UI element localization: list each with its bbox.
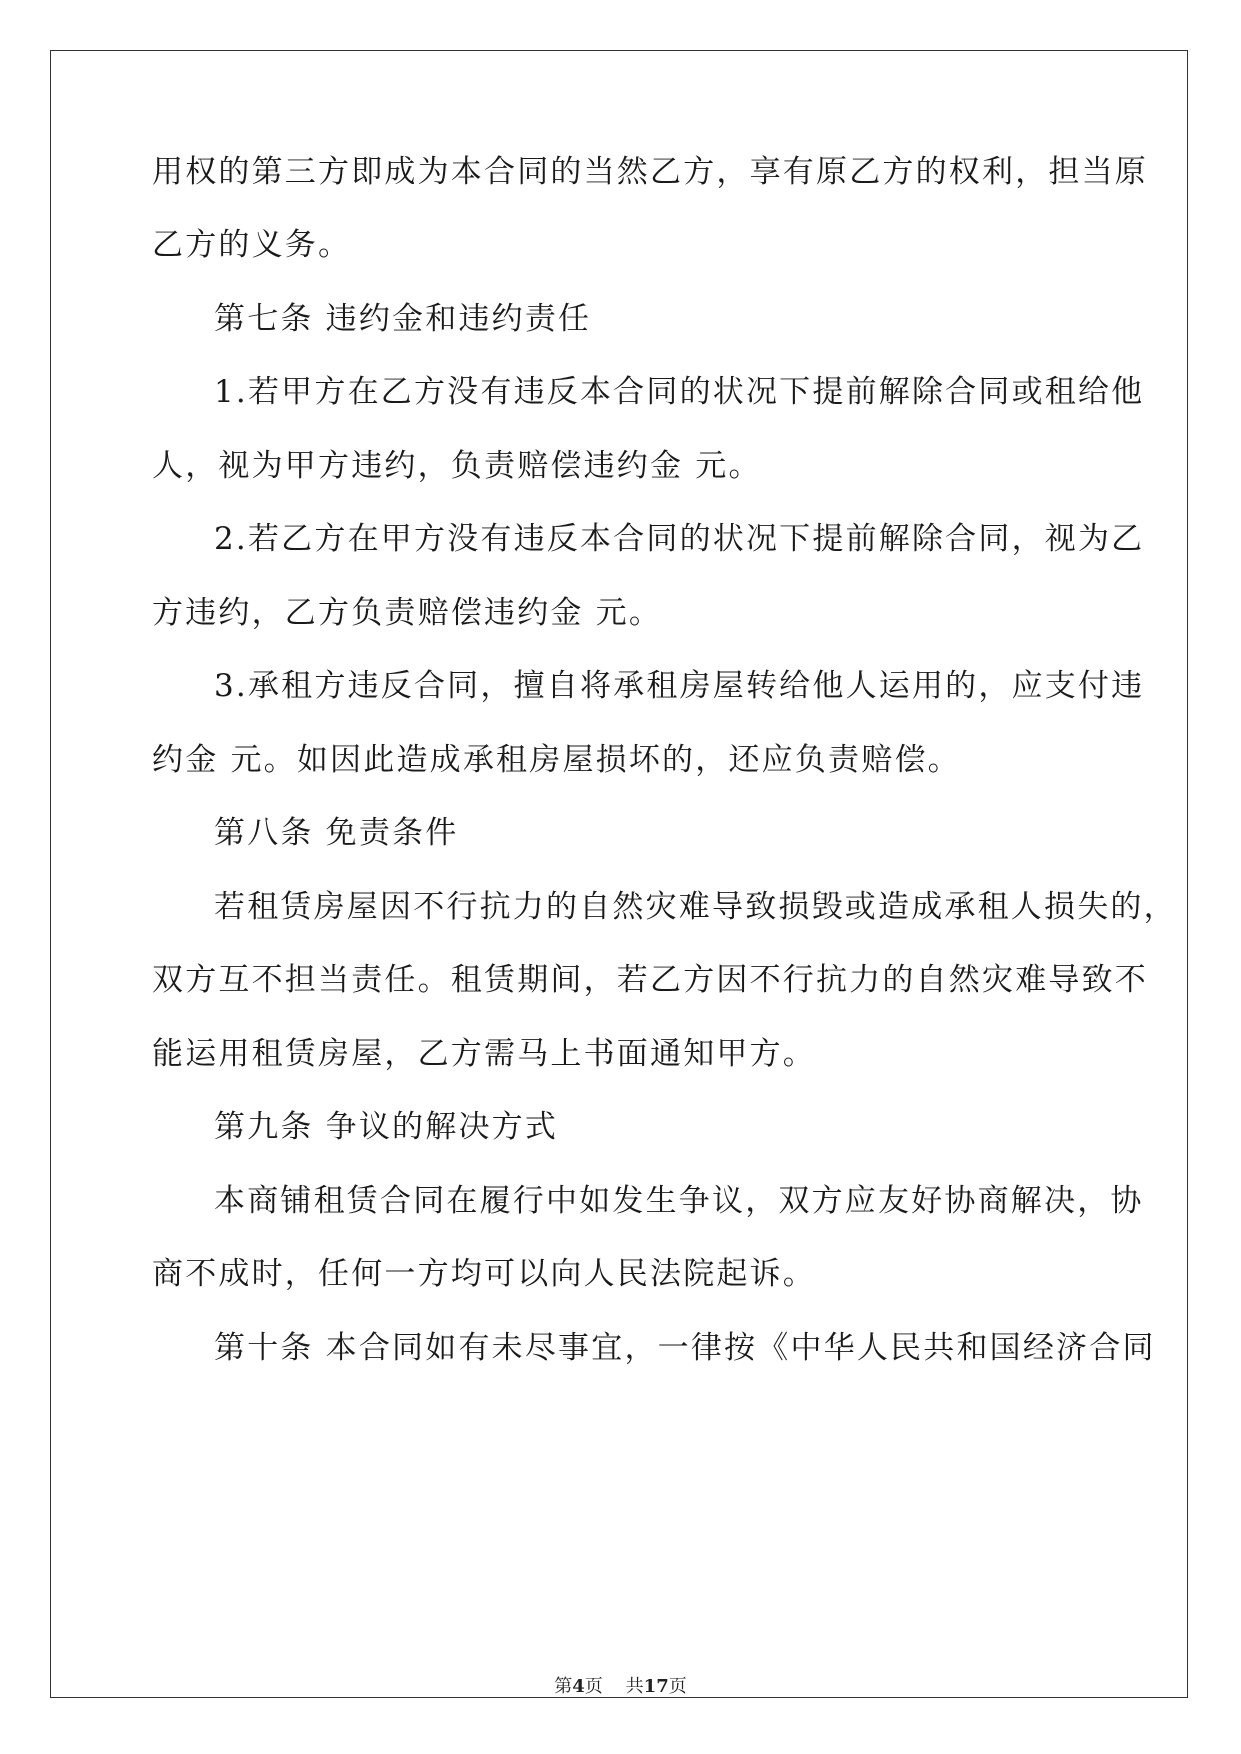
article-8-heading: 第八条 免责条件 — [214, 815, 459, 851]
article-10-line: 第十条 本合同如有未尽事宜，一律按《中华人民共和国经济合同 — [214, 1330, 1156, 1366]
body-line-8: 3.承租方违反合同，擅自将承租房屋转给他人运用的，应支付违 — [214, 668, 1145, 704]
body-line-16: 商不成时，任何一方均可以向人民法院起诉。 — [152, 1256, 816, 1292]
footer-total-pages: 17 — [643, 1676, 669, 1697]
body-line-13: 能运用租赁房屋，乙方需马上书面通知甲方。 — [152, 1036, 816, 1072]
body-line-7: 方违约，乙方负责赔偿违约金 元。 — [152, 595, 663, 631]
body-line-9: 约金 元。如因此造成承租房屋损坏的，还应负责赔偿。 — [152, 742, 961, 778]
page-border — [50, 50, 1188, 1698]
body-line-12: 双方互不担当责任。租赁期间，若乙方因不行抗力的自然灾难导致不 — [152, 962, 1148, 998]
page-footer — [0, 1676, 1241, 1698]
body-line-4: 1.若甲方在乙方没有违反本合同的状况下提前解除合同或租给他 — [214, 374, 1145, 410]
body-line-11: 若租赁房屋因不行抗力的自然灾难导致损毁或造成承租人损失的， — [214, 889, 1177, 925]
footer-page-suffix: 页 — [584, 1676, 603, 1697]
footer-total-prefix: 共 — [625, 1676, 644, 1697]
body-line-2: 乙方的义务。 — [152, 227, 352, 263]
footer-prefix: 第 — [554, 1676, 573, 1697]
body-line-15: 本商铺租赁合同在履行中如发生争议，双方应友好协商解决，协 — [214, 1183, 1144, 1219]
body-line-6: 2.若乙方在甲方没有违反本合同的状况下提前解除合同，视为乙 — [214, 521, 1145, 557]
footer-page-number: 4 — [572, 1676, 585, 1697]
footer-total-suffix: 页 — [668, 1676, 687, 1697]
body-line-5: 人，视为甲方违约，负责赔偿违约金 元。 — [152, 448, 762, 484]
article-9-heading: 第九条 争议的解决方式 — [214, 1109, 559, 1145]
body-line-1: 用权的第三方即成为本合同的当然乙方，享有原乙方的权利，担当原 — [152, 154, 1148, 190]
article-7-heading: 第七条 违约金和违约责任 — [214, 301, 592, 337]
